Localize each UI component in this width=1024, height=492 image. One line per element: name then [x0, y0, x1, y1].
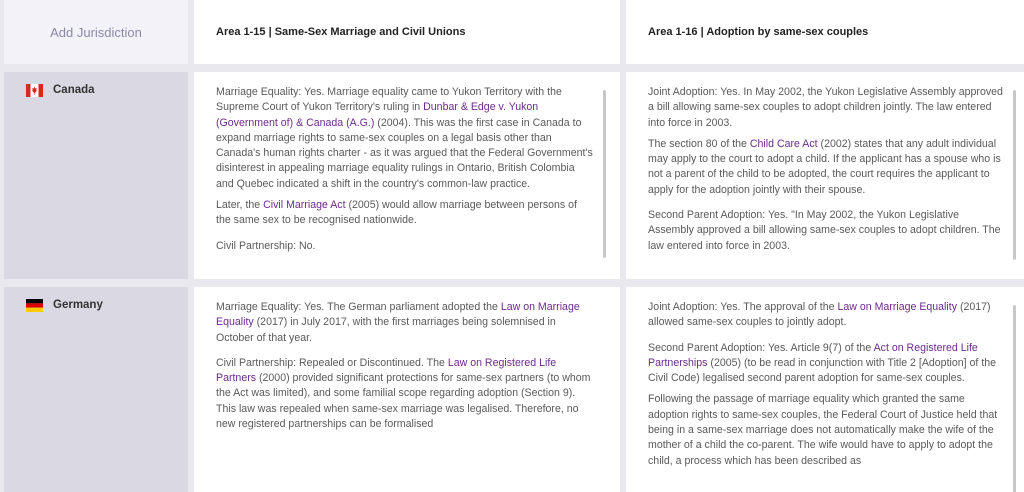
canada-adoption-paragraph: [648, 137, 1004, 198]
canada-adoption-cell: [626, 72, 1024, 279]
germany-adoption-paragraph: Following the passage of marriage equality which granted the same adoption rights to same-sex couples, the Federal Court of Justice held that being in a same-sex marriage does not automatically make the wife of the mother of a child the co-parent. The wife would have to apply to adopt the child, a process which has been described as: [648, 393, 998, 467]
column-header-label: Area 1-15 | Same-Sex Marriage and Civil Unions: [216, 26, 466, 38]
text-span: Marriage Equality: Yes. The German parliament adopted the: [216, 301, 501, 313]
column-header-label: Area 1-16 | Adoption by same-sex couples: [648, 26, 869, 38]
germany-adoption-paragraph: [648, 341, 1004, 387]
law-link[interactable]: Law on Marriage Equality: [837, 301, 958, 313]
text-span: Second Parent Adoption: Yes. Article 9(7) of the: [648, 341, 874, 354]
text-span: Joint Adoption: Yes. The approval of the: [648, 301, 838, 313]
country-name: Germany: [53, 299, 103, 311]
canada-flag-icon: [26, 84, 43, 97]
law-link[interactable]: Law on Registered Life Partners: [216, 356, 557, 385]
add-jurisdiction-button[interactable]: [4, 0, 188, 64]
scrollbar[interactable]: [603, 90, 606, 258]
column-header-area-1-15: [194, 0, 620, 64]
text-span: (2005) (to be read in conjunction with Title 2 [Adoption] of the Civil Code) legalised second parent adoption for same-sex couples.: [648, 356, 997, 385]
scrollbar[interactable]: [1013, 305, 1016, 492]
canada-marriage-cell: [194, 72, 620, 279]
text-span: (2002) states that any adult individual may apply to the court to adopt a child. If the applicant has a spouse who is not a parent of the child to be adopted, the court requires the applicant to apply for the adoption jointly with their spouse.: [648, 137, 1001, 196]
case-link[interactable]: Dunbar & Edge v. Yukon (Government of) & Canada (A.G.): [216, 101, 539, 129]
country-cell-canada: [4, 72, 188, 279]
scrollbar[interactable]: [1013, 90, 1016, 260]
column-header-area-1-16: [626, 0, 1024, 64]
text-span: Civil Partnership: Repealed or Discontinued. The: [216, 356, 448, 369]
text-span: (2017) in July 2017, with the first marriages being solemnised in October of that year.: [216, 316, 556, 344]
law-link[interactable]: Law on Marriage Equality: [216, 301, 580, 329]
text-span: Marriage Equality: Yes. Marriage equality came to Yukon Territory with the Supreme Court of Yukon Territory's ruling in: [216, 86, 562, 114]
text-span: The section 80 of the: [648, 137, 750, 150]
germany-marriage-paragraph: [216, 300, 594, 346]
text-span: (2005) would allow marriage between persons of the same sex to be recognised nationwide.: [216, 199, 577, 227]
text-span: (2017) allowed same-sex couples to jointly adopt.: [648, 301, 991, 329]
canada-marriage-paragraph: [216, 85, 594, 192]
law-link[interactable]: Civil Marriage Act: [263, 199, 346, 212]
germany-civil-partnership: [216, 356, 594, 432]
text-span: (2000) provided significant protections for same-sex partners (to whom the Act was limited), and some familial scope regarding adoption (Section 9). This law was repealed when same-sex marriage was legalised. Therefore, no new registered partnerships can be formalised: [216, 372, 591, 431]
country-name: Canada: [53, 84, 95, 96]
text-span: Later, the: [216, 199, 264, 212]
germany-marriage-cell: [194, 287, 620, 492]
canada-adoption-paragraph: Joint Adoption: Yes. In May 2002, the Yukon Legislative Assembly approved a bill allowing same-sex couples to adopt children jointly. The law entered into force in 2003.: [648, 86, 1003, 129]
law-link[interactable]: Act on Registered Life Partnerships: [648, 341, 978, 369]
canada-adoption-paragraph: Second Parent Adoption: Yes. "In May 2002, the Yukon Legislative Assembly approved a bill allowing same-sex couples to adopt children. The law entered into force in 2003.: [648, 209, 1001, 252]
text-span: (2004). This was the first case in Canada to expand marriage rights to same-sex couples on a legal basis other than Canada's human rights charter - as it was argued that the Federal Government's disinterest in appealing marriage equality rulings in Ontario, British Colombia and Quebec indicated a shift in the country's common-law practice.: [216, 116, 593, 190]
add-jurisdiction-label: Add Jurisdiction: [50, 24, 142, 40]
germany-flag-icon: [26, 299, 43, 312]
germany-adoption-cell: [626, 287, 1024, 492]
canada-civil-partnership: Civil Partnership: No.: [216, 239, 316, 252]
canada-marriage-paragraph: [216, 198, 594, 229]
country-cell-germany: [4, 287, 188, 492]
germany-adoption-paragraph: [648, 300, 1004, 331]
law-link[interactable]: Child Care Act: [749, 137, 818, 150]
